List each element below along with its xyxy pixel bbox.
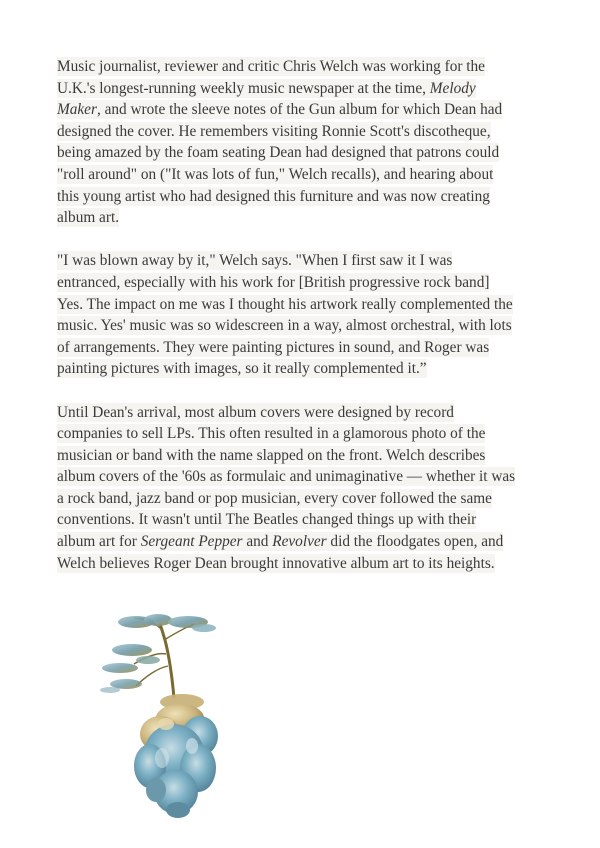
text-line: [57, 250, 547, 272]
text-segment: , and wrote the sleeve notes of the Gun album for which Dean had: [96, 101, 503, 119]
text-line-highlight: [57, 424, 485, 443]
paragraph-3: [57, 402, 547, 575]
text-line: [57, 423, 547, 445]
text-segment: did the floodgates open, and: [326, 533, 504, 551]
text-line-highlight: [57, 554, 495, 573]
text-line: [57, 294, 547, 316]
text-line: [57, 488, 547, 510]
text-line-highlight: [57, 489, 492, 508]
text-line: [57, 186, 547, 208]
italic-title: Revolver: [272, 533, 327, 551]
text-segment: Welch believes Roger Dean brought innovative album art to its heights.: [57, 554, 495, 572]
text-line-highlight: [57, 467, 515, 486]
text-line: [57, 56, 547, 78]
text-segment: Music journalist, reviewer and critic Chris Welch was working for the: [57, 58, 485, 75]
text-line-highlight: [57, 359, 427, 378]
text-segment: a rock band, jazz band or pop musician, every cover followed the same: [57, 489, 492, 507]
text-line: [57, 531, 547, 553]
text-segment: entranced, especially with his work for [British progressive rock band]: [57, 273, 490, 291]
text-line-highlight: [57, 273, 489, 292]
text-segment: music. Yes' music was so widescreen in a way, almost orchestral, with lots: [57, 317, 512, 335]
text-segment: U.K.'s longest-running weekly music newspaper at the time,: [57, 79, 430, 97]
text-line: [57, 142, 547, 164]
text-segment: album art for: [57, 533, 141, 551]
text-line-highlight: [57, 295, 513, 314]
text-line-highlight: [57, 79, 476, 98]
paragraph-2: [57, 250, 547, 380]
text-line: [57, 272, 547, 294]
text-line: [57, 78, 547, 100]
text-segment: this young artist who had designed this furniture and was now creating: [57, 187, 490, 205]
text-line-highlight: [57, 403, 454, 422]
text-line-highlight: [57, 251, 452, 270]
text-line: [57, 315, 547, 337]
text-segment: "I was blown away by it," Welch says. "When I first saw it I was: [57, 252, 453, 270]
text-line: [57, 337, 547, 359]
paragraph-1: [57, 56, 547, 229]
text-segment: album covers of the '60s as formulaic and unimaginative — whether it was: [57, 468, 516, 486]
italic-title: Sergeant Pepper: [140, 533, 243, 551]
text-segment: conventions. It wasn't until The Beatles changed things up with their: [57, 511, 477, 529]
text-line-highlight: [57, 143, 499, 162]
text-line-highlight: [57, 122, 491, 141]
text-line: [57, 509, 547, 531]
text-line: [57, 402, 547, 424]
text-line-highlight: [57, 165, 493, 184]
text-segment: and: [242, 533, 273, 551]
text-line-highlight: [57, 510, 476, 529]
text-line-highlight: [57, 187, 490, 206]
text-line-highlight: [57, 446, 485, 465]
text-line: [57, 553, 547, 575]
text-line-highlight: [57, 316, 512, 335]
text-segment: Until Dean's arrival, most album covers were designed by record: [57, 403, 454, 421]
text-segment: "roll around" on ("It was lots of fun," Welch recalls), and hearing about: [57, 165, 494, 183]
italic-title: Maker: [57, 101, 97, 119]
text-line-highlight: [57, 208, 119, 227]
text-line: [57, 121, 547, 143]
text-line: [57, 445, 547, 467]
article-body: [57, 56, 547, 596]
floating-island-tree-icon: [96, 606, 236, 820]
floating-island-tree-icon: [96, 606, 236, 820]
text-line-highlight: [57, 532, 503, 551]
text-line: [57, 358, 547, 380]
text-line: [57, 99, 547, 121]
italic-title: Melody: [429, 79, 476, 97]
text-segment: designed the cover. He remembers visiting Ronnie Scott's discotheque,: [57, 122, 491, 140]
text-segment: companies to sell LPs. This often resulted in a glamorous photo of the: [57, 425, 486, 443]
text-segment: Yes. The impact on me was I thought his artwork really complemented the: [57, 295, 513, 313]
text-segment: being amazed by the foam seating Dean had designed that patrons could: [57, 144, 500, 162]
text-line: [57, 466, 547, 488]
text-segment: musician or band with the name slapped on the front. Welch describes: [57, 446, 486, 464]
text-line: [57, 164, 547, 186]
text-segment: of arrangements. They were painting pictures in sound, and Roger was: [57, 338, 490, 356]
text-line-highlight: [57, 57, 485, 76]
text-line-highlight: [57, 100, 502, 119]
text-segment: painting pictures with images, so it really complemented it.”: [57, 360, 427, 378]
text-segment: album art.: [57, 209, 120, 227]
text-line: [57, 207, 547, 229]
text-line-highlight: [57, 338, 489, 357]
